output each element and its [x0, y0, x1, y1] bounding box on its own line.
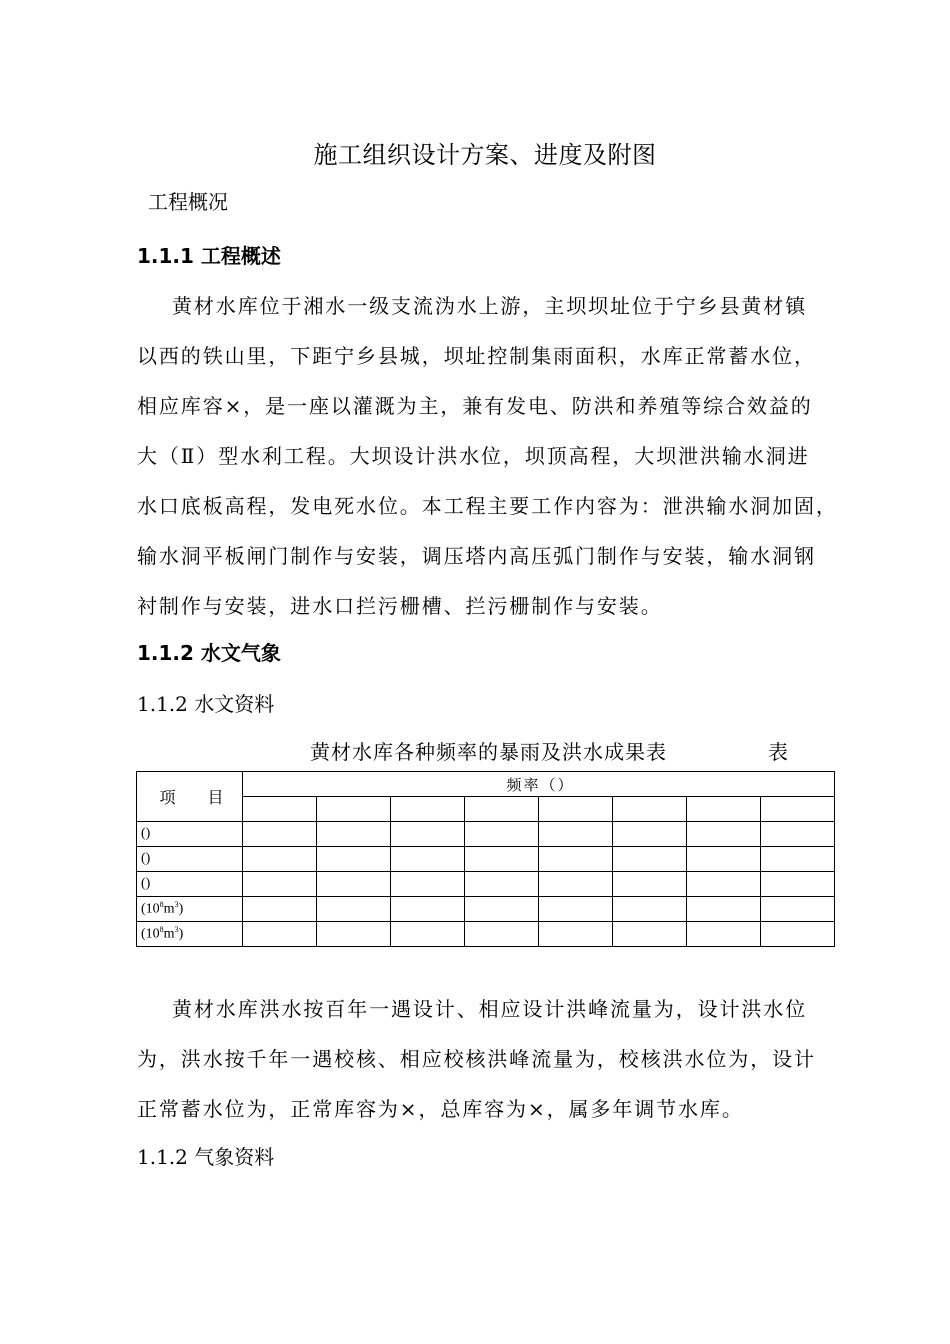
row-label: () [137, 847, 243, 872]
table-row [137, 847, 835, 872]
freq-col-cell [613, 797, 687, 822]
table-row [137, 872, 835, 897]
paragraph-line: 输水洞平板闸门制作与安装，调压塔内高压弧门制作与安装，输水洞钢 [137, 544, 816, 568]
unit-exponent: 8 [159, 925, 164, 935]
paragraph-line: 衬制作与安装，进水口拦污栅槽、拦污栅制作与安装。 [137, 594, 663, 618]
unit-close: ) [178, 926, 184, 942]
freq-col-cell [391, 797, 465, 822]
table-caption: 黄材水库各种频率的暴雨及洪水成果表 [310, 740, 667, 764]
page-title: 施工组织设计方案、进度及附图 [313, 141, 657, 169]
table-row [137, 822, 835, 847]
heading-weather-data: 1.1.2 气象资料 [137, 1145, 275, 1169]
unit-exponent: 3 [174, 900, 179, 910]
freq-col-cell [687, 797, 761, 822]
paragraph-line: 相应库容×，是一座以灌溉为主，兼有发电、防洪和养殖等综合效益的 [137, 394, 813, 418]
row-label: () [137, 822, 243, 847]
paragraph-line: 水口底板高程，发电死水位。本工程主要工作内容为：泄洪输水洞加固， [137, 494, 838, 518]
paragraph-line: 黄材水库位于湘水一级支流沩水上游，主坝坝址位于宁乡县黄材镇 [172, 294, 808, 318]
heading-1-1-2: 1.1.2 水文气象 [137, 641, 281, 665]
unit-exponent: 3 [174, 925, 179, 935]
freq-col-cell [539, 797, 613, 822]
paragraph-line: 大（Ⅱ）型水利工程。大坝设计洪水位，坝顶高程，大坝泄洪输水洞进 [137, 444, 810, 468]
freq-col-cell [465, 797, 539, 822]
paragraph-line: 黄材水库洪水按百年一遇设计、相应设计洪峰流量为，设计洪水位 [172, 997, 808, 1021]
table-header-row [137, 772, 835, 797]
paragraph-line: 为，洪水按千年一遇校核、相应校核洪峰流量为，校核洪水位为，设计 [137, 1047, 816, 1071]
table-row [137, 922, 835, 947]
unit-exponent: 8 [159, 900, 164, 910]
item-header: 项 目 [137, 772, 243, 822]
row-label-text: (10 [141, 926, 160, 942]
freq-col-cell [243, 797, 317, 822]
paragraph-line: 正常蓄水位为，正常库容为×，总库容为×，属多年调节水库。 [137, 1097, 744, 1121]
unit-close: ) [178, 901, 184, 917]
heading-1-1-1: 1.1.1 工程概述 [137, 244, 281, 268]
row-label: () [137, 872, 243, 897]
row-label [137, 897, 243, 922]
freq-col-cell [761, 797, 835, 822]
freq-col-cell [317, 797, 391, 822]
row-label [137, 922, 243, 947]
frequency-header: 频率（） [243, 772, 835, 797]
unit-text: m [163, 926, 175, 942]
flood-results-table [136, 771, 835, 947]
table-tag: 表 [768, 740, 788, 764]
table-row [137, 897, 835, 922]
unit-text: m [163, 901, 175, 917]
row-label-text: (10 [141, 901, 160, 917]
section-heading: 工程概况 [148, 190, 228, 214]
paragraph-line: 以西的铁山里，下距宁乡县城，坝址控制集雨面积，水库正常蓄水位， [137, 344, 816, 368]
heading-hydro-data: 1.1.2 水文资料 [137, 692, 275, 716]
